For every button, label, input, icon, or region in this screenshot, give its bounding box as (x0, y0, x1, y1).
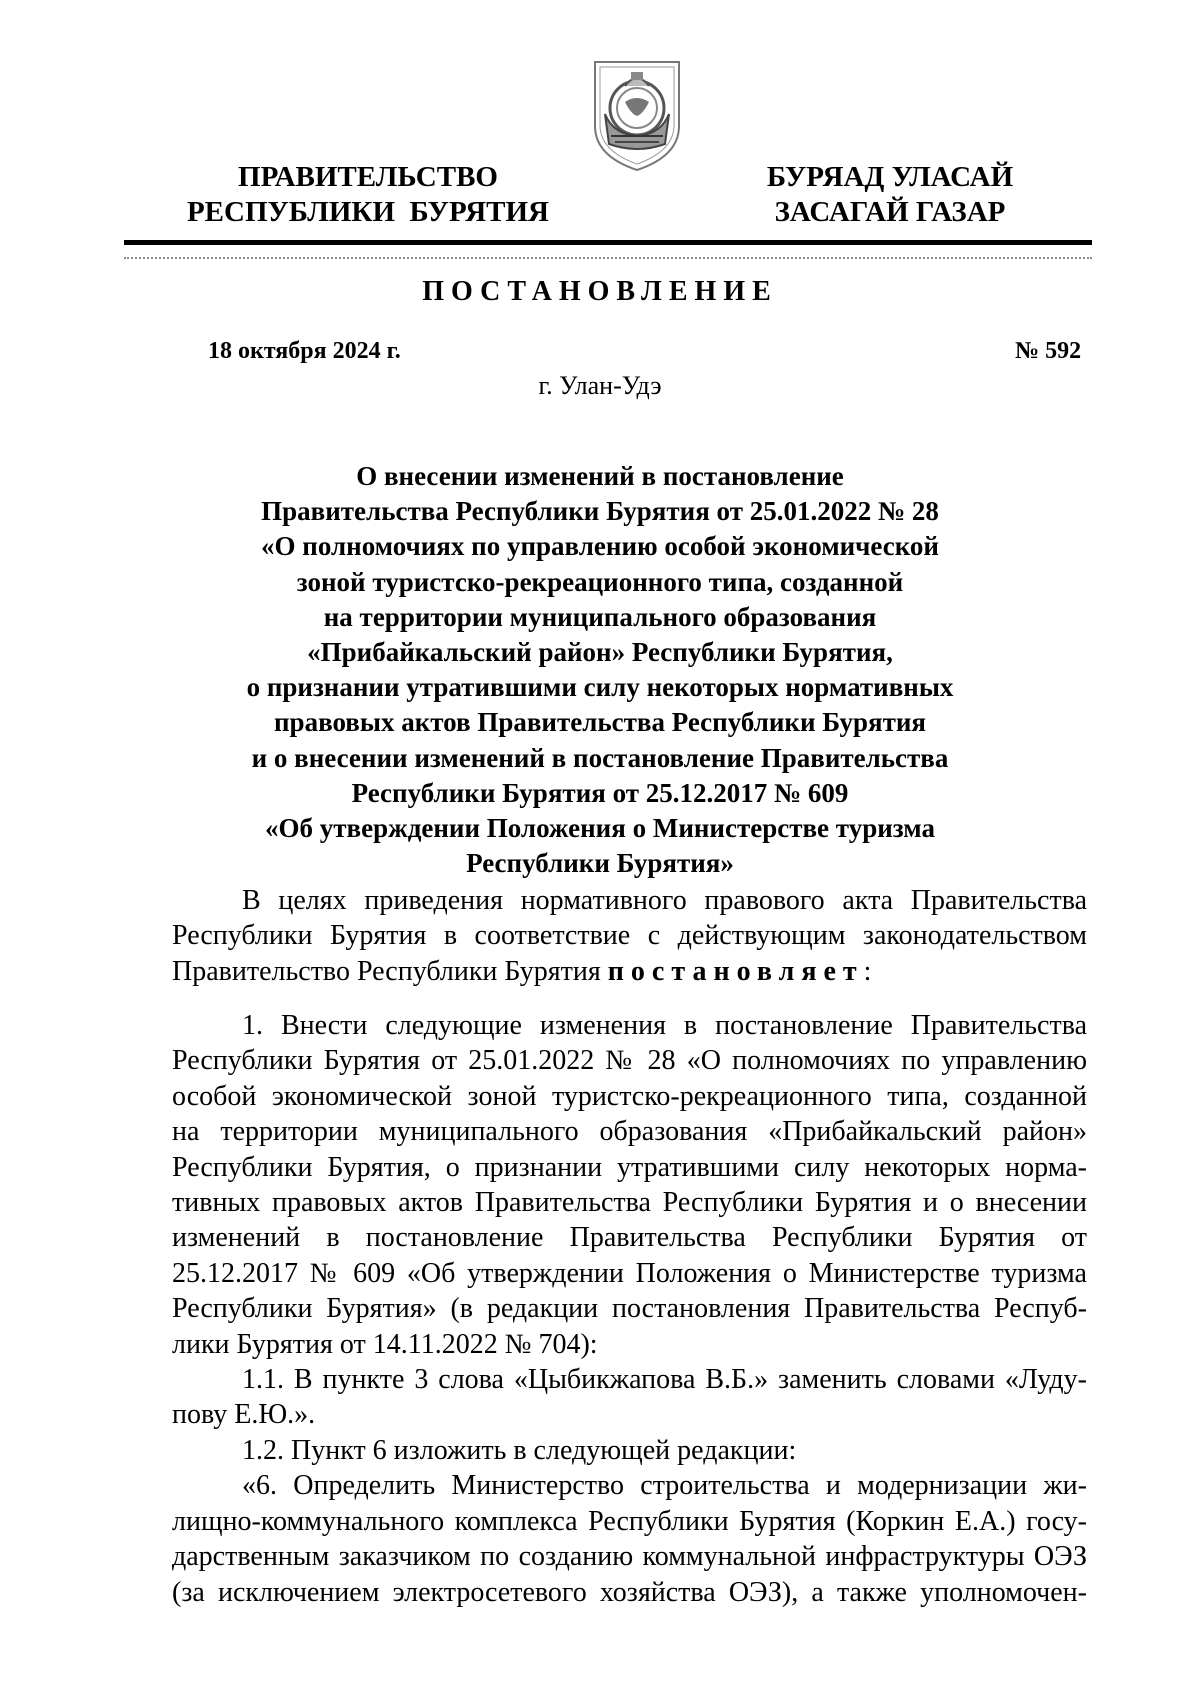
government-name-russian (178, 160, 558, 230)
body-line: 1. Внести следующие изменения в постановление Правительства (242, 1010, 1087, 1041)
title-line: правовых актов Правительства Республики Бурятия (274, 707, 926, 738)
coat-of-arms-buryatia-icon (591, 56, 683, 174)
body-line: (за исключением электросетевого хозяйства ОЭЗ), а также уполномочен- (172, 1576, 1087, 1608)
body-line: особой экономической зоной туристско-рекреационного типа, созданной (172, 1080, 1087, 1112)
preamble-paragraph (172, 883, 1087, 989)
body-line: изменений в постановление Правительства Республики Бурятия от (172, 1222, 1087, 1254)
title-line: на территории муниципального образования (323, 601, 877, 632)
title-line: «Об утверждении Положения о Министерстве туризма (265, 813, 935, 844)
body-line: Республики Бурятия от 25.01.2022 № 28 «О полномочиях по управлению (172, 1045, 1087, 1077)
body-line: тивных правовых актов Правительства Республики Бурятия и о внесении (172, 1187, 1087, 1219)
title-line: Республики Бурятия от 25.12.2017 № 609 (351, 777, 849, 808)
title-line: зоной туристско-рекреационного типа, созданной (296, 566, 904, 597)
preamble-last-line (172, 954, 1087, 989)
preamble-line: В целях приведения нормативного правового акта Правительства (242, 885, 1087, 916)
government-name-buryat (740, 160, 1040, 230)
header-right-line-1: БУРЯАД УЛАСАЙ (766, 161, 1014, 193)
document-city: г. Улан-Удэ (538, 371, 662, 400)
body-line: Республики Бурятия, о признании утратившими силу некоторых норма- (172, 1151, 1087, 1183)
decree-word: постановляет (607, 955, 864, 987)
document-date: 18 октября 2024 г. (208, 338, 401, 364)
preamble-prefix: Правительство Республики Бурятия (172, 955, 608, 987)
title-line: О внесении изменений в постановление (356, 461, 844, 491)
title-line: «О полномочиях по управлению особой экономической (261, 531, 939, 562)
preamble-suffix: : (863, 955, 872, 987)
title-line: Республики Бурятия» (466, 848, 734, 879)
header-left-line-1: ПРАВИТЕЛЬСТВО (238, 161, 498, 193)
body-line: лищно-коммунального комплекса Республики Бурятия (Коркин Е.А.) госу- (172, 1505, 1087, 1537)
body-line: 1.2. Пункт 6 изложить в следующей редакции: (242, 1434, 797, 1466)
body-line: «6. Определить Министерство строительства и модернизации жи- (242, 1470, 1087, 1502)
title-line: «Прибайкальский район» Республики Бурятия, (307, 637, 893, 668)
decree-body (172, 1008, 1087, 1610)
body-line: пову Е.Ю.». (172, 1399, 316, 1431)
body-line: дарственным заказчиком по созданию коммунальной инфраструктуры ОЭЗ (172, 1541, 1087, 1573)
header-right-line-2: ЗАСАГАЙ ГАЗАР (774, 196, 1006, 228)
document-number: № 592 (1015, 338, 1082, 364)
body-line: 1.1. В пункте 3 слова «Цыбикжапова В.Б.» заменить словами «Луду- (242, 1364, 1087, 1396)
document-title (190, 459, 1010, 881)
body-line: лики Бурятия от 14.11.2022 № 704): (172, 1328, 598, 1360)
header-divider-thin (124, 257, 1092, 259)
document-type: ПОСТАНОВЛЕНИЕ (422, 276, 778, 307)
title-line: и о внесении изменений в постановление Правительства (251, 742, 949, 773)
header-left-line-2: РЕСПУБЛИКИ БУРЯТИЯ (186, 196, 550, 228)
body-line: на территории муниципального образования «Прибайкальский район» (172, 1116, 1087, 1148)
body-line: 25.12.2017 № 609 «Об утверждении Положения о Министерстве туризма (172, 1257, 1087, 1289)
title-line: о признании утратившими силу некоторых нормативных (246, 672, 954, 703)
header-divider-thick (124, 240, 1092, 245)
preamble-line: Республики Бурятия в соответствие с действующим законодательством (172, 920, 1087, 952)
body-line: Республики Бурятия» (в редакции постановления Правительства Респуб- (172, 1293, 1087, 1325)
title-line: Правительства Республики Бурятия от 25.01.2022 № 28 (261, 496, 939, 527)
